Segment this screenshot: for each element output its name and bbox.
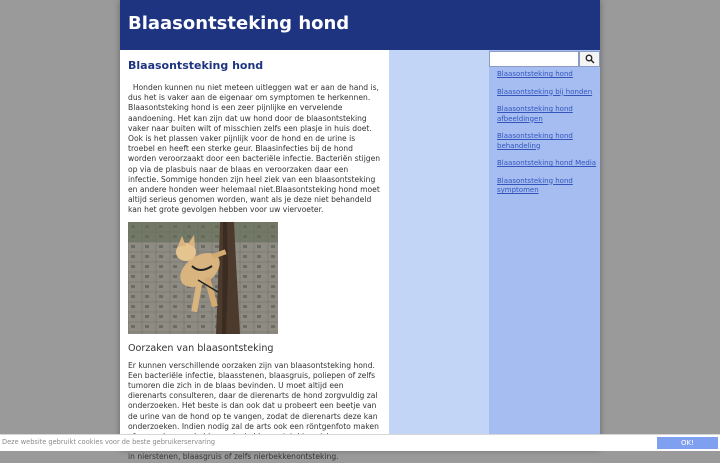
- sidebar-link-symptomen[interactable]: Blaasontsteking hond symptomen: [497, 176, 573, 194]
- search-input[interactable]: [489, 51, 579, 67]
- section-heading-causes: Oorzaken van blaasontsteking: [128, 342, 274, 354]
- site-header: [120, 0, 600, 50]
- sidebar-link-blaasontsteking-hond[interactable]: Blaasontsteking hond: [497, 70, 573, 78]
- sidebar: [489, 50, 600, 450]
- sidebar-link-behandeling[interactable]: Blaasontsteking hond behandeling: [497, 132, 573, 150]
- causes-paragraph: Er kunnen verschillende oorzaken zijn van blaasontsteking hond. Een bacteriële infectie, blaasstenen, blaasgruis, poliepen of zelfs tumoren die zich in de blaas bevinden. U moet altijd een dierenarts consulteren, daar de dierenarts de hond zorgvuldig zal onderzoeken. Het beste is dan ook dat u probeert een beetje van de urine van de hond op te vangen, zodat de dierenarts deze kan onderzoeken. Indien nodig zal de arts ook een röntgenfoto maken in nierstenen, blaasgruis of zelfs nierbekkenontsteking.: [128, 360, 379, 462]
- sidebar-link-bij-honden[interactable]: Blaasontsteking bij honden: [497, 87, 593, 96]
- search-icon: [585, 54, 595, 64]
- page-container: [120, 0, 600, 462]
- cookie-ok-button[interactable]: OK!: [657, 437, 718, 449]
- search-box: [489, 51, 600, 67]
- article-title: Blaasontsteking hond: [128, 59, 264, 72]
- main-content: [120, 50, 389, 462]
- cookie-text: Deze website gebruikt cookies voor de beste gebruikerservaring: [2, 438, 216, 446]
- search-button[interactable]: [579, 51, 600, 67]
- middle-column: [389, 50, 489, 450]
- dog-photo: [128, 222, 278, 334]
- sidebar-link-afbeeldingen[interactable]: Blaasontsteking hond afbeeldingen: [497, 105, 573, 123]
- cookie-bar: [0, 434, 720, 451]
- site-title: Blaasontsteking hond: [128, 13, 350, 34]
- sidebar-link-media[interactable]: Blaasontsteking hond Media: [497, 159, 597, 167]
- sidebar-nav: [497, 70, 597, 204]
- intro-paragraph: Honden kunnen nu niet meteen uitleggen wat er aan de hand is, dus het is vaker aan de eigenaar om symptomen te herkennen. Blaasontsteking hond is een zeer pijnlijke en vervelende aandoening. Het kan zijn dat uw hond door de blaasontsteking vaker naar buiten wilt of misschien zelfs een plasje in huis doet. Ook is het plassen vaker pijnlijk voor de hond en de urine is troebel en heeft een sterke geur. Blaasinfecties bij de hond worden veroorzaakt door een bacteriële infectie. Bacteriën stijgen op via de plasbuis naar de blaas en veroorzaken daar een infectie. Sommige honden zijn heel ziek van een blaasontsteking en andere honden weer helemaal niet.Blaasontsteking hond moet altijd serieus genomen worden, want als je deze niet behandeld kan het grote gevolgen hebben voor uw viervoeter.: [128, 83, 383, 215]
